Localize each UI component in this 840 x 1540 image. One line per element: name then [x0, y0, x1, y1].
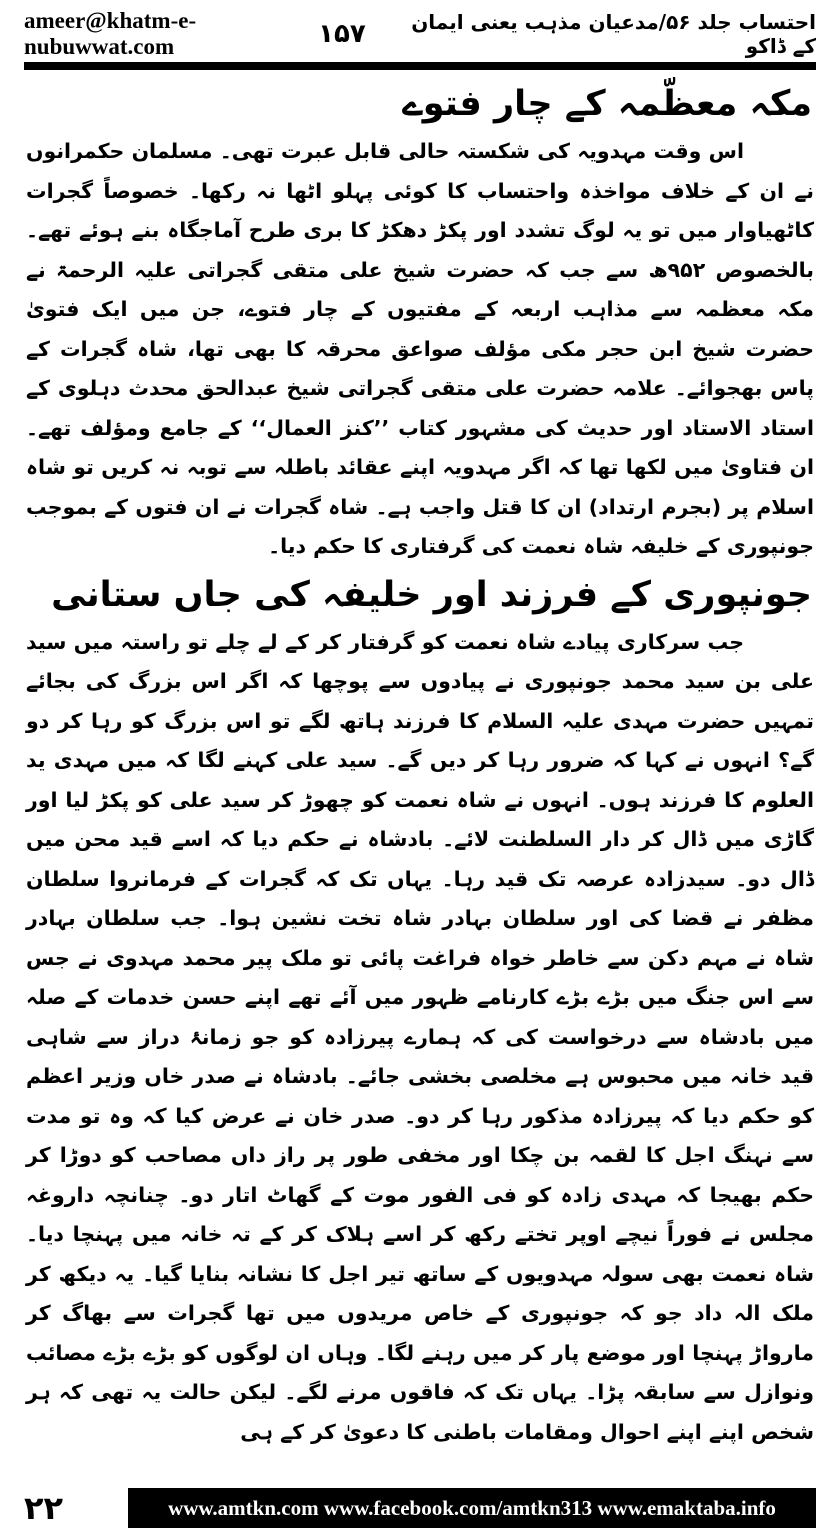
paragraph-text: جب سرکاری پیادے شاہ نعمت کو گرفتار کر کے لے چلے تو راستہ میں سید علی بن سید محمد جونپوری نے پیادوں سے پوچھا کہ اگر اس بزرگ کی بجائے تمہیں حضرت مہدی علیہ السلام کا فرزند ہاتھ لگے تو اس بزرگ کو رہا کر دو گے؟ انہوں نے کہا کہ ضرور رہا کر دیں گے۔ سید علی کہنے لگا کہ میں مہدی ید العلوم کا فرزند ہوں۔ انہوں نے شاہ نعمت کو چھوڑ کر سید علی کو پکڑ لیا اور گاڑی میں ڈال کر دار السلطنت لائے۔ بادشاہ نے حکم دیا کہ اسے قید محن میں ڈال دو۔ سیدزادہ عرصہ تک قید رہا۔ یہاں تک کہ گجرات کے فرمانروا سلطان مظفر نے قضا کی اور سلطان بہادر شاہ تخت نشین ہوا۔ جب سلطان بہادر شاہ نے مہم دکن سے خاطر خواہ فراغت پائی تو ملک پیر محمد مہدوی نے جس سے اس جنگ میں بڑے بڑے کارنامے ظہور میں آئے تھے اپنے حسن خدمات کے صلہ میں بادشاہ سے درخواست کی کہ ہمارے پیرزادہ کو جو زمانۂ دراز سے شاہی قید خانہ میں محبوس ہے مخلصی بخشی جائے۔ بادشاہ نے صدر خاں وزیر اعظم کو حکم دیا کہ پیرزادہ مذکور رہا کر دو۔ صدر خان نے عرض کیا کہ وہ تو مدت سے نہنگ اجل کا لقمہ بن چکا اور مخفی طور پر راز داں مصاحب کو دوڑا کر حکم بھیجا کہ مہدی زادہ کو فی الفور موت کے گھاٹ اتار دو۔ چنانچہ داروغہ مجلس نے فوراً نیچے اوپر تختے رکھ کر اسے ہلاک کر کے تہ خانہ میں پہنچا دیا۔ شاہ نعمت بھی سولہ مہدویوں کے ساتھ تیر اجل کا نشانہ بنایا گیا۔ یہ دیکھ کر ملک الہ داد جو کہ جونپوری کے خاص مریدوں میں تھا گجرات سے بھاگ کر مارواڑ پہنچا اور موضع پار کر میں رہنے لگا۔ وہاں ان لوگوں کو بڑے بڑے مصائب ونوازل سے سابقہ پڑا۔ یہاں تک کہ فاقوں مرنے لگے۔ لیکن حالت یہ تھی کہ ہر شخص اپنے اپنے احوال ومقامات باطنی کا دعویٰ کر کے ہی — [26, 629, 814, 1444]
header-page-number: ۱۵۷ — [318, 19, 366, 49]
page-footer — [24, 1488, 816, 1528]
header-rule — [24, 62, 816, 70]
footer-bar — [128, 1488, 816, 1528]
header-title: احتساب جلد ۵۶/مدعیان مذہب یعنی ایمان کے ڈاکو — [411, 10, 816, 58]
paragraph-text: اس وقت مہدویہ کی شکستہ حالی قابل عبرت تھی۔ مسلمان حکمرانوں نے ان کے خلاف مواخذہ واحتساب کا کوئی پہلو اٹھا نہ رکھا۔ خصوصاً گجرات کاٹھیاوار میں تو یہ لوگ تشدد اور پکڑ دھکڑ کا بری طرح آماجگاہ بنے ہوئے تھے۔ بالخصوص ۹۵۲ھ سے جب کہ حضرت شیخ علی متقی گجراتی علیہ الرحمۃ نے مکہ معظمہ سے مذاہب اربعہ کے مفتیوں کے چار فتوے، جن میں ایک فتویٰ حضرت شیخ ابن حجر مکی مؤلف صواعق محرقہ کا بھی تھا، شاہ گجرات کے پاس بھجوائے۔ علامہ حضرت علی متقی گجراتی شیخ عبدالحق محدث دہلوی کے استاد الاستاد اور حدیث کی مشہور کتاب ’’کنز العمال‘‘ کے جامع ومؤلف تھے۔ ان فتاویٰ میں لکھا تھا کہ اگر مہدویہ اپنے عقائد باطلہ سے توبہ نہ کریں تو شاہ اسلام پر (بجرم ارتداد) ان کا قتل واجب ہے۔ شاہ گجرات نے ان فتوں کے بموجب جونپوری کے خلیفہ شاہ نعمت کی گرفتاری کا حکم دیا۔ — [26, 139, 815, 558]
section-heading: جونپوری کے فرزند اور خلیفہ کی جاں ستانی — [51, 574, 812, 615]
section-heading: مکہ معظّمہ کے چار فتوے — [402, 84, 812, 124]
article-body — [26, 76, 814, 1452]
footer-page-number: ۲۲ — [24, 1489, 64, 1527]
section-paragraph — [26, 132, 814, 567]
page-header — [24, 8, 816, 59]
section-paragraph — [26, 623, 814, 1453]
header-email: ameer@khatm-e-nubuwwat.com — [24, 8, 197, 59]
header-title-block — [318, 10, 816, 58]
footer-links: www.amtkn.com www.facebook.com/amtkn313 www.emaktaba.info — [168, 1495, 776, 1520]
